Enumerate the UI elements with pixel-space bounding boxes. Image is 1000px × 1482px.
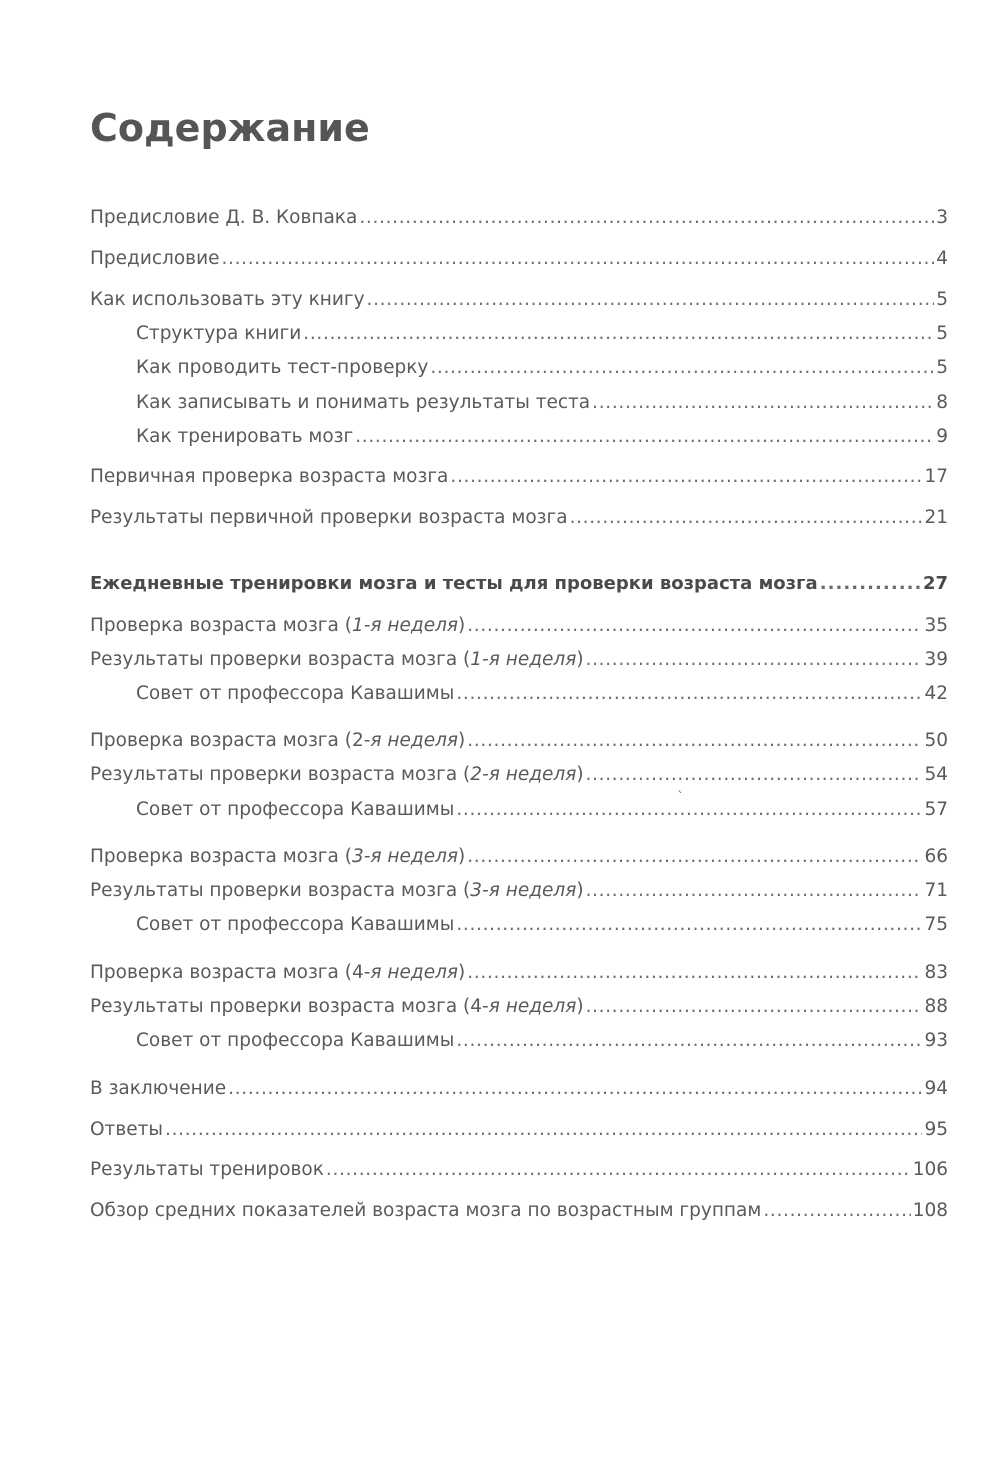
- toc-entry-title: Первичная проверка возраста мозга: [90, 466, 449, 487]
- dot-leader: [467, 728, 922, 754]
- toc-page-number: 8: [936, 392, 948, 413]
- toc-entry-title: Результаты тренировок: [90, 1159, 324, 1180]
- dot-leader: [367, 287, 935, 313]
- toc-entry[interactable]: [90, 287, 948, 313]
- toc-subentry[interactable]: [136, 424, 948, 450]
- toc-entry-title: Как проводить тест-проверку: [136, 357, 429, 378]
- toc-subentry[interactable]: [136, 797, 948, 823]
- toc-subentry[interactable]: [136, 912, 948, 938]
- toc-entry[interactable]: [90, 960, 948, 986]
- dot-leader: [456, 681, 922, 707]
- dot-leader: [570, 505, 923, 531]
- dot-leader: [586, 647, 923, 673]
- toc-page-number: 21: [924, 507, 948, 528]
- toc-page-number: 88: [924, 996, 948, 1017]
- toc-entry-title: Совет от профессора Кавашимы: [136, 683, 455, 704]
- toc-entry-title: Проверка возраста мозга (2-я неделя): [90, 730, 466, 751]
- toc-entry-title: Совет от профессора Кавашимы: [136, 799, 455, 820]
- toc-page-number: 66: [924, 846, 948, 867]
- toc-entry-title: Результаты проверки возраста мозга (2-я неделя): [90, 764, 584, 785]
- dot-leader: [355, 424, 934, 450]
- toc-subentry[interactable]: [136, 321, 948, 347]
- toc-entry-title: Проверка возраста мозга (3-я неделя): [90, 846, 466, 867]
- toc-page-number: 95: [924, 1119, 948, 1140]
- toc-entry-title: Обзор средних показателей возраста мозга по возрастным группам: [90, 1200, 762, 1221]
- toc-section-heading[interactable]: [90, 571, 948, 597]
- toc-page-number: 108: [912, 1200, 948, 1221]
- dot-leader: [221, 246, 934, 272]
- page-title: Содержание: [90, 106, 370, 150]
- dot-leader: [430, 355, 934, 381]
- toc-entry-title: Результаты проверки возраста мозга (1-я неделя): [90, 649, 584, 670]
- toc-entry-title: Совет от профессора Кавашимы: [136, 1030, 455, 1051]
- toc-entry[interactable]: [90, 505, 948, 531]
- toc-entry-title: Предисловие Д. В. Ковпака: [90, 207, 358, 228]
- toc-page-number: 9: [936, 426, 948, 447]
- toc-entry[interactable]: [90, 464, 948, 490]
- toc-entry-title: Проверка возраста мозга (1-я неделя): [90, 615, 466, 636]
- toc-entry[interactable]: [90, 205, 948, 231]
- dot-leader: [228, 1076, 922, 1102]
- toc-page-number: 71: [924, 880, 948, 901]
- toc-page-number: 5: [936, 323, 948, 344]
- toc-page-number: 3: [936, 207, 948, 228]
- toc-page-number: 93: [924, 1030, 948, 1051]
- toc-page-number: 5: [936, 289, 948, 310]
- toc-entry-title: Предисловие: [90, 248, 220, 269]
- toc-subentry[interactable]: [136, 681, 948, 707]
- toc-entry[interactable]: [90, 613, 948, 639]
- dot-leader: [326, 1157, 911, 1183]
- dot-leader: [467, 613, 922, 639]
- dot-leader: [359, 205, 934, 231]
- toc-page-number: 54: [924, 764, 948, 785]
- dot-leader: [456, 912, 922, 938]
- toc-entry-title: Результаты проверки возраста мозга (4-я неделя): [90, 996, 584, 1017]
- toc-entry[interactable]: [90, 1076, 948, 1102]
- toc-page-number: 94: [924, 1078, 948, 1099]
- dot-leader: [456, 1028, 922, 1054]
- toc-page-number: 83: [924, 962, 948, 983]
- toc-page-number: 27: [922, 573, 948, 594]
- toc-subentry[interactable]: [136, 390, 948, 416]
- toc-entry-title: Результаты первичной проверки возраста мозга: [90, 507, 568, 528]
- toc-entry-title: Результаты проверки возраста мозга (3-я неделя): [90, 880, 584, 901]
- toc-entry[interactable]: [90, 994, 948, 1020]
- dot-leader: [586, 994, 923, 1020]
- toc-page-number: 106: [912, 1159, 948, 1180]
- toc-entry-title: Как использовать эту книгу: [90, 289, 365, 310]
- toc-subentry[interactable]: [136, 1028, 948, 1054]
- toc-page-number: 57: [924, 799, 948, 820]
- toc-page-number: 39: [924, 649, 948, 670]
- toc-page-number: 75: [924, 914, 948, 935]
- toc-entry-title: Как записывать и понимать результаты теста: [136, 392, 591, 413]
- toc-entry[interactable]: [90, 878, 948, 904]
- dot-leader: [820, 571, 921, 597]
- toc-entry-title: Как тренировать мозг: [136, 426, 354, 447]
- dot-leader: [456, 797, 922, 823]
- toc-page-number: 35: [924, 615, 948, 636]
- dot-leader: [763, 1198, 910, 1224]
- toc-page-number: 42: [924, 683, 948, 704]
- toc-subentry[interactable]: [136, 355, 948, 381]
- dot-leader: [467, 844, 922, 870]
- dot-leader: [586, 878, 923, 904]
- toc-entry-title: Проверка возраста мозга (4-я неделя): [90, 962, 466, 983]
- toc-entry[interactable]: [90, 1157, 948, 1183]
- toc-entry-title: Ежедневные тренировки мозга и тесты для проверки возраста мозга: [90, 573, 818, 594]
- toc-entry-title: Совет от профессора Кавашимы: [136, 914, 455, 935]
- stray-mark: `: [677, 790, 684, 806]
- toc-entry-title: В заключение: [90, 1078, 227, 1099]
- toc-entry[interactable]: [90, 762, 948, 788]
- dot-leader: [592, 390, 934, 416]
- dot-leader: [586, 762, 923, 788]
- toc-entry[interactable]: [90, 1117, 948, 1143]
- dot-leader: [165, 1117, 922, 1143]
- toc-entry[interactable]: [90, 246, 948, 272]
- dot-leader: [303, 321, 934, 347]
- dot-leader: [450, 464, 922, 490]
- toc-page-number: 4: [936, 248, 948, 269]
- dot-leader: [467, 960, 922, 986]
- toc-entry[interactable]: [90, 647, 948, 673]
- toc-entry[interactable]: [90, 844, 948, 870]
- toc-page-number: 5: [936, 357, 948, 378]
- toc-page-number: 17: [924, 466, 948, 487]
- toc-entry[interactable]: [90, 1198, 948, 1224]
- toc-entry[interactable]: [90, 728, 948, 754]
- toc-entry-title: Ответы: [90, 1119, 164, 1140]
- toc-page-number: 50: [924, 730, 948, 751]
- toc-entry-title: Структура книги: [136, 323, 302, 344]
